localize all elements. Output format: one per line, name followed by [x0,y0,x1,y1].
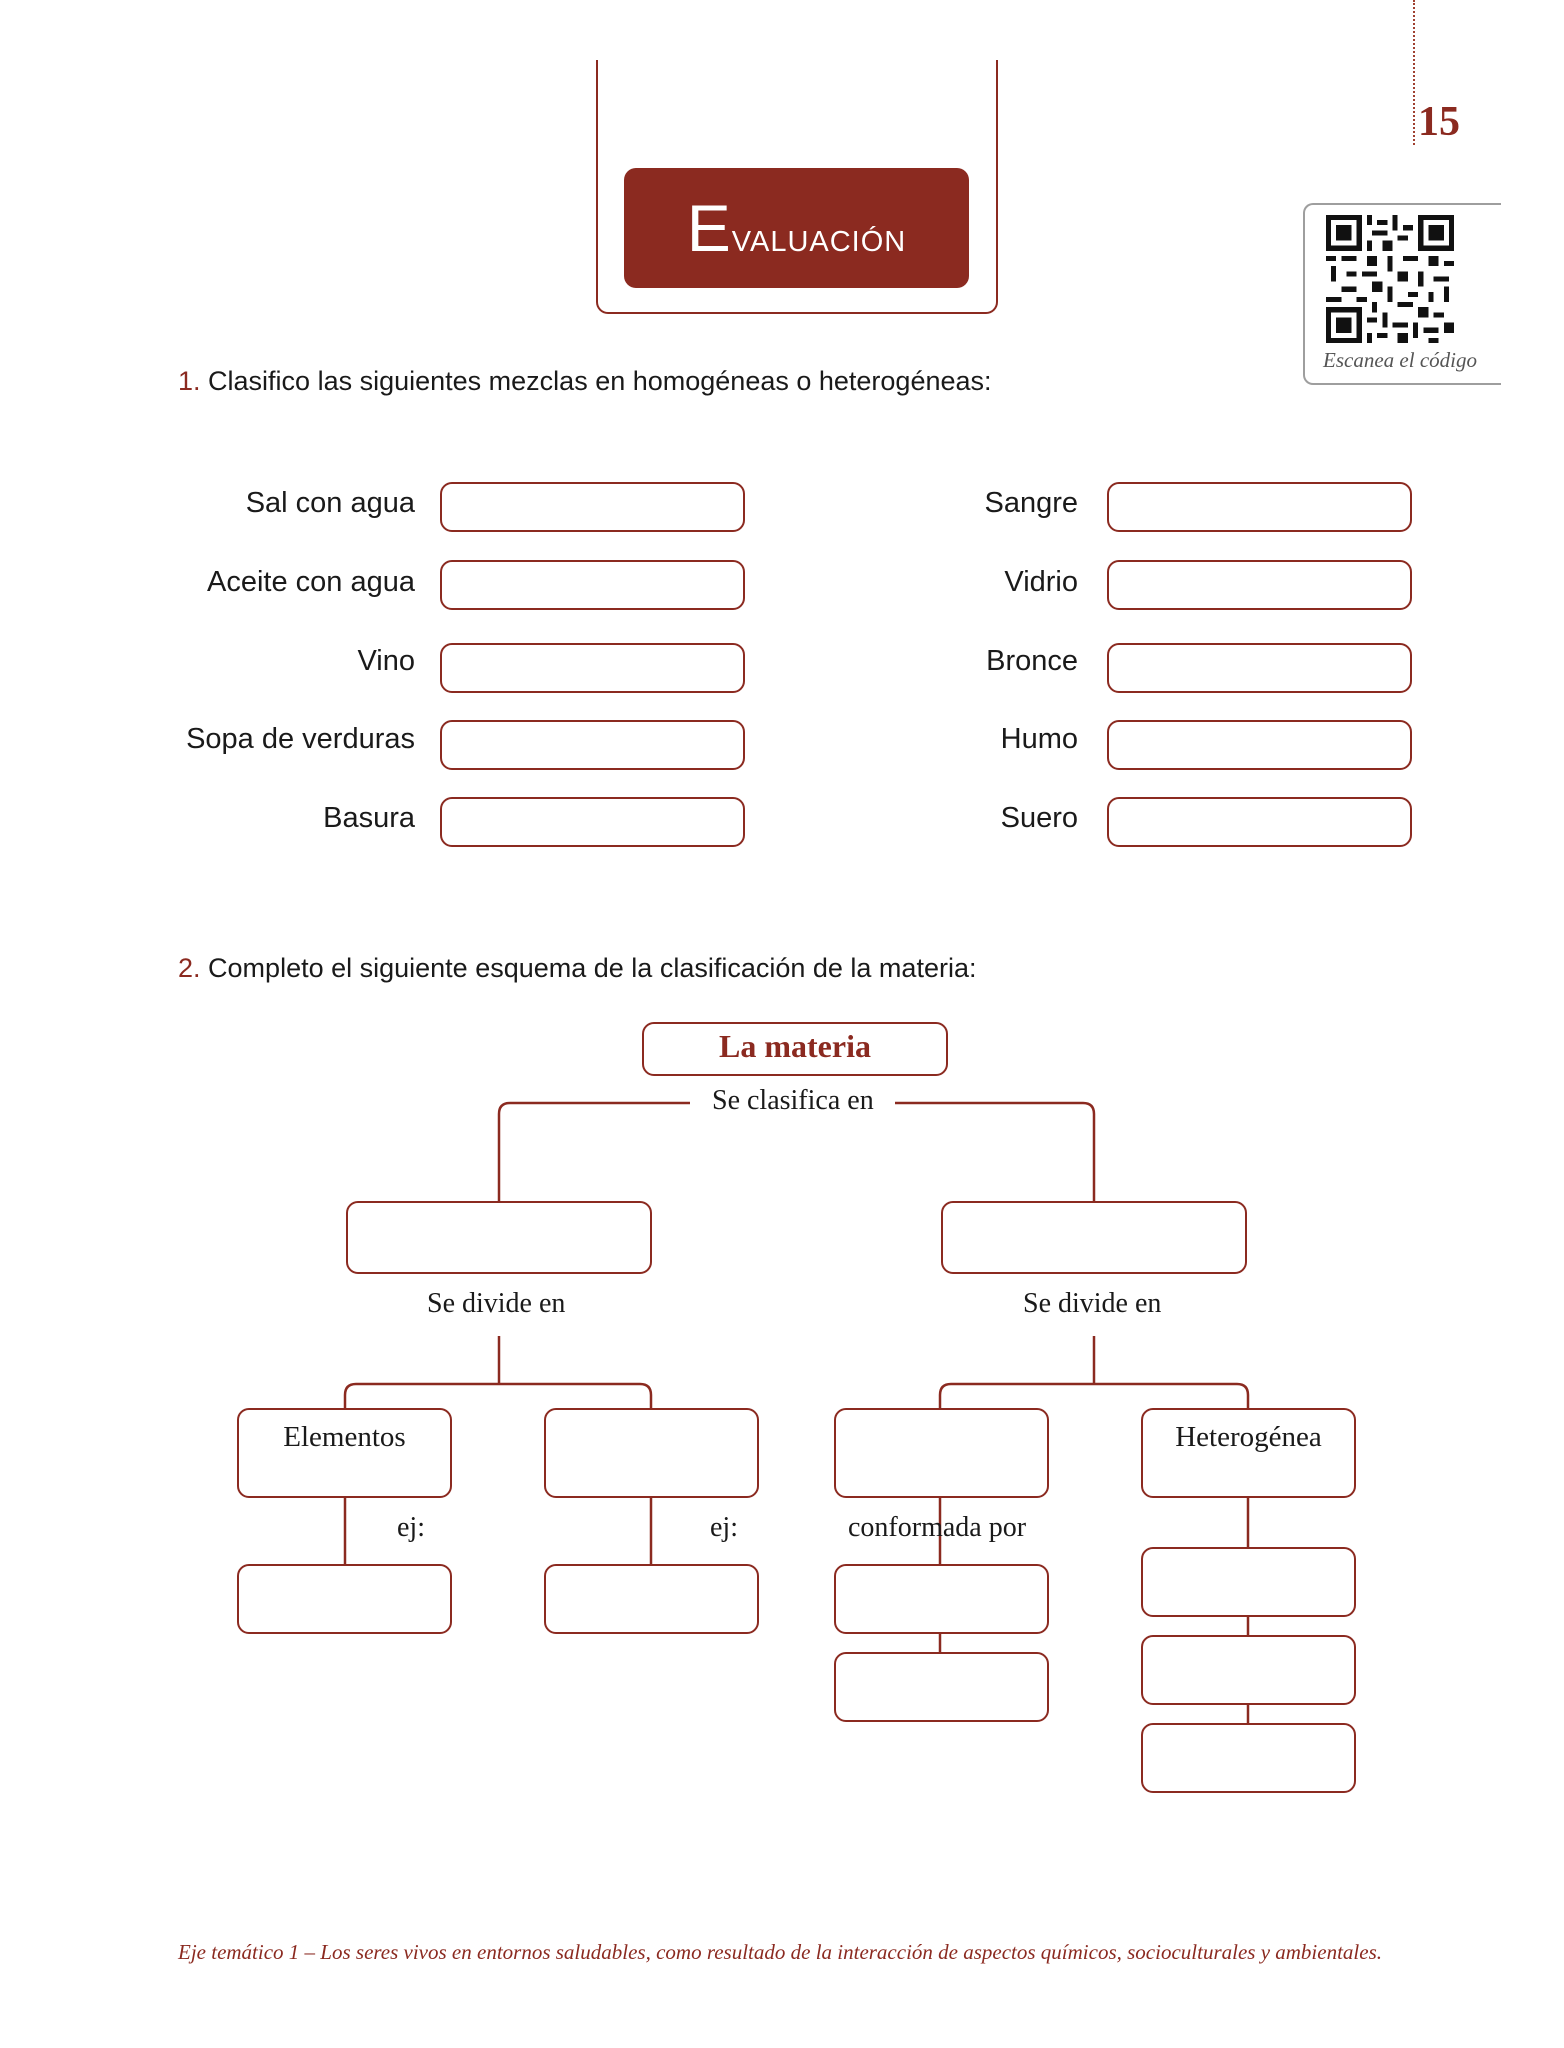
classify-label: Se clasifica en [706,1085,880,1117]
page-title: Evaluación [686,191,907,265]
mix-label-right-3: Bronce [986,645,1078,677]
elements-label: Elementos [283,1421,406,1453]
qr-caption: Escanea el código [1323,348,1477,372]
mix-label-left-4: Sopa de verduras [186,723,415,755]
mix-label-left-2: Aceite con agua [207,566,415,598]
divide-label-left: Se divide en [421,1288,571,1320]
footer-thematic-axis: Eje temático 1 – Los seres vivos en entornos saludables, como resultado de la interacción de aspectos químicos, socioculturales y ambientales. [178,1940,1383,1964]
level2-left-blank-box[interactable] [544,1408,759,1498]
question-2-number: 2. [178,953,201,983]
root-node-label: La materia [719,1028,871,1064]
heterogeneous-example-box-3[interactable] [1141,1723,1356,1793]
mix-label-left-3: Vino [357,645,415,677]
example-label-right: ej: [704,1512,744,1544]
level1-right-box[interactable] [941,1201,1247,1274]
question-1-text: Clasifico las siguientes mezclas en homogéneas o heterogéneas: [208,366,992,396]
level2-right-blank-box[interactable] [834,1408,1049,1498]
formed-by-box-2[interactable] [834,1652,1049,1722]
heterogeneous-label: Heterogénea [1175,1421,1322,1453]
mix-label-right-1: Sangre [984,487,1078,519]
mix-label-right-2: Vidrio [1004,566,1078,598]
question-2-text: Completo el siguiente esquema de la clasificación de la materia: [208,953,977,983]
divide-label-right: Se divide en [1017,1288,1167,1320]
example-box-left-blank[interactable] [544,1564,759,1634]
level1-left-box[interactable] [346,1201,652,1274]
heterogeneous-example-box-1[interactable] [1141,1547,1356,1617]
page-number: 15 [1418,99,1460,145]
example-label-left: ej: [391,1512,431,1544]
heterogeneous-example-box-2[interactable] [1141,1635,1356,1705]
example-box-elements[interactable] [237,1564,452,1634]
mix-label-left-1: Sal con agua [245,487,415,519]
formed-by-box-1[interactable] [834,1564,1049,1634]
mix-label-left-5: Basura [323,802,415,834]
mix-label-right-4: Humo [1000,723,1078,755]
question-1-number: 1. [178,366,201,396]
formed-by-label: conformada por [848,1512,1027,1543]
mix-label-right-5: Suero [1000,802,1078,834]
